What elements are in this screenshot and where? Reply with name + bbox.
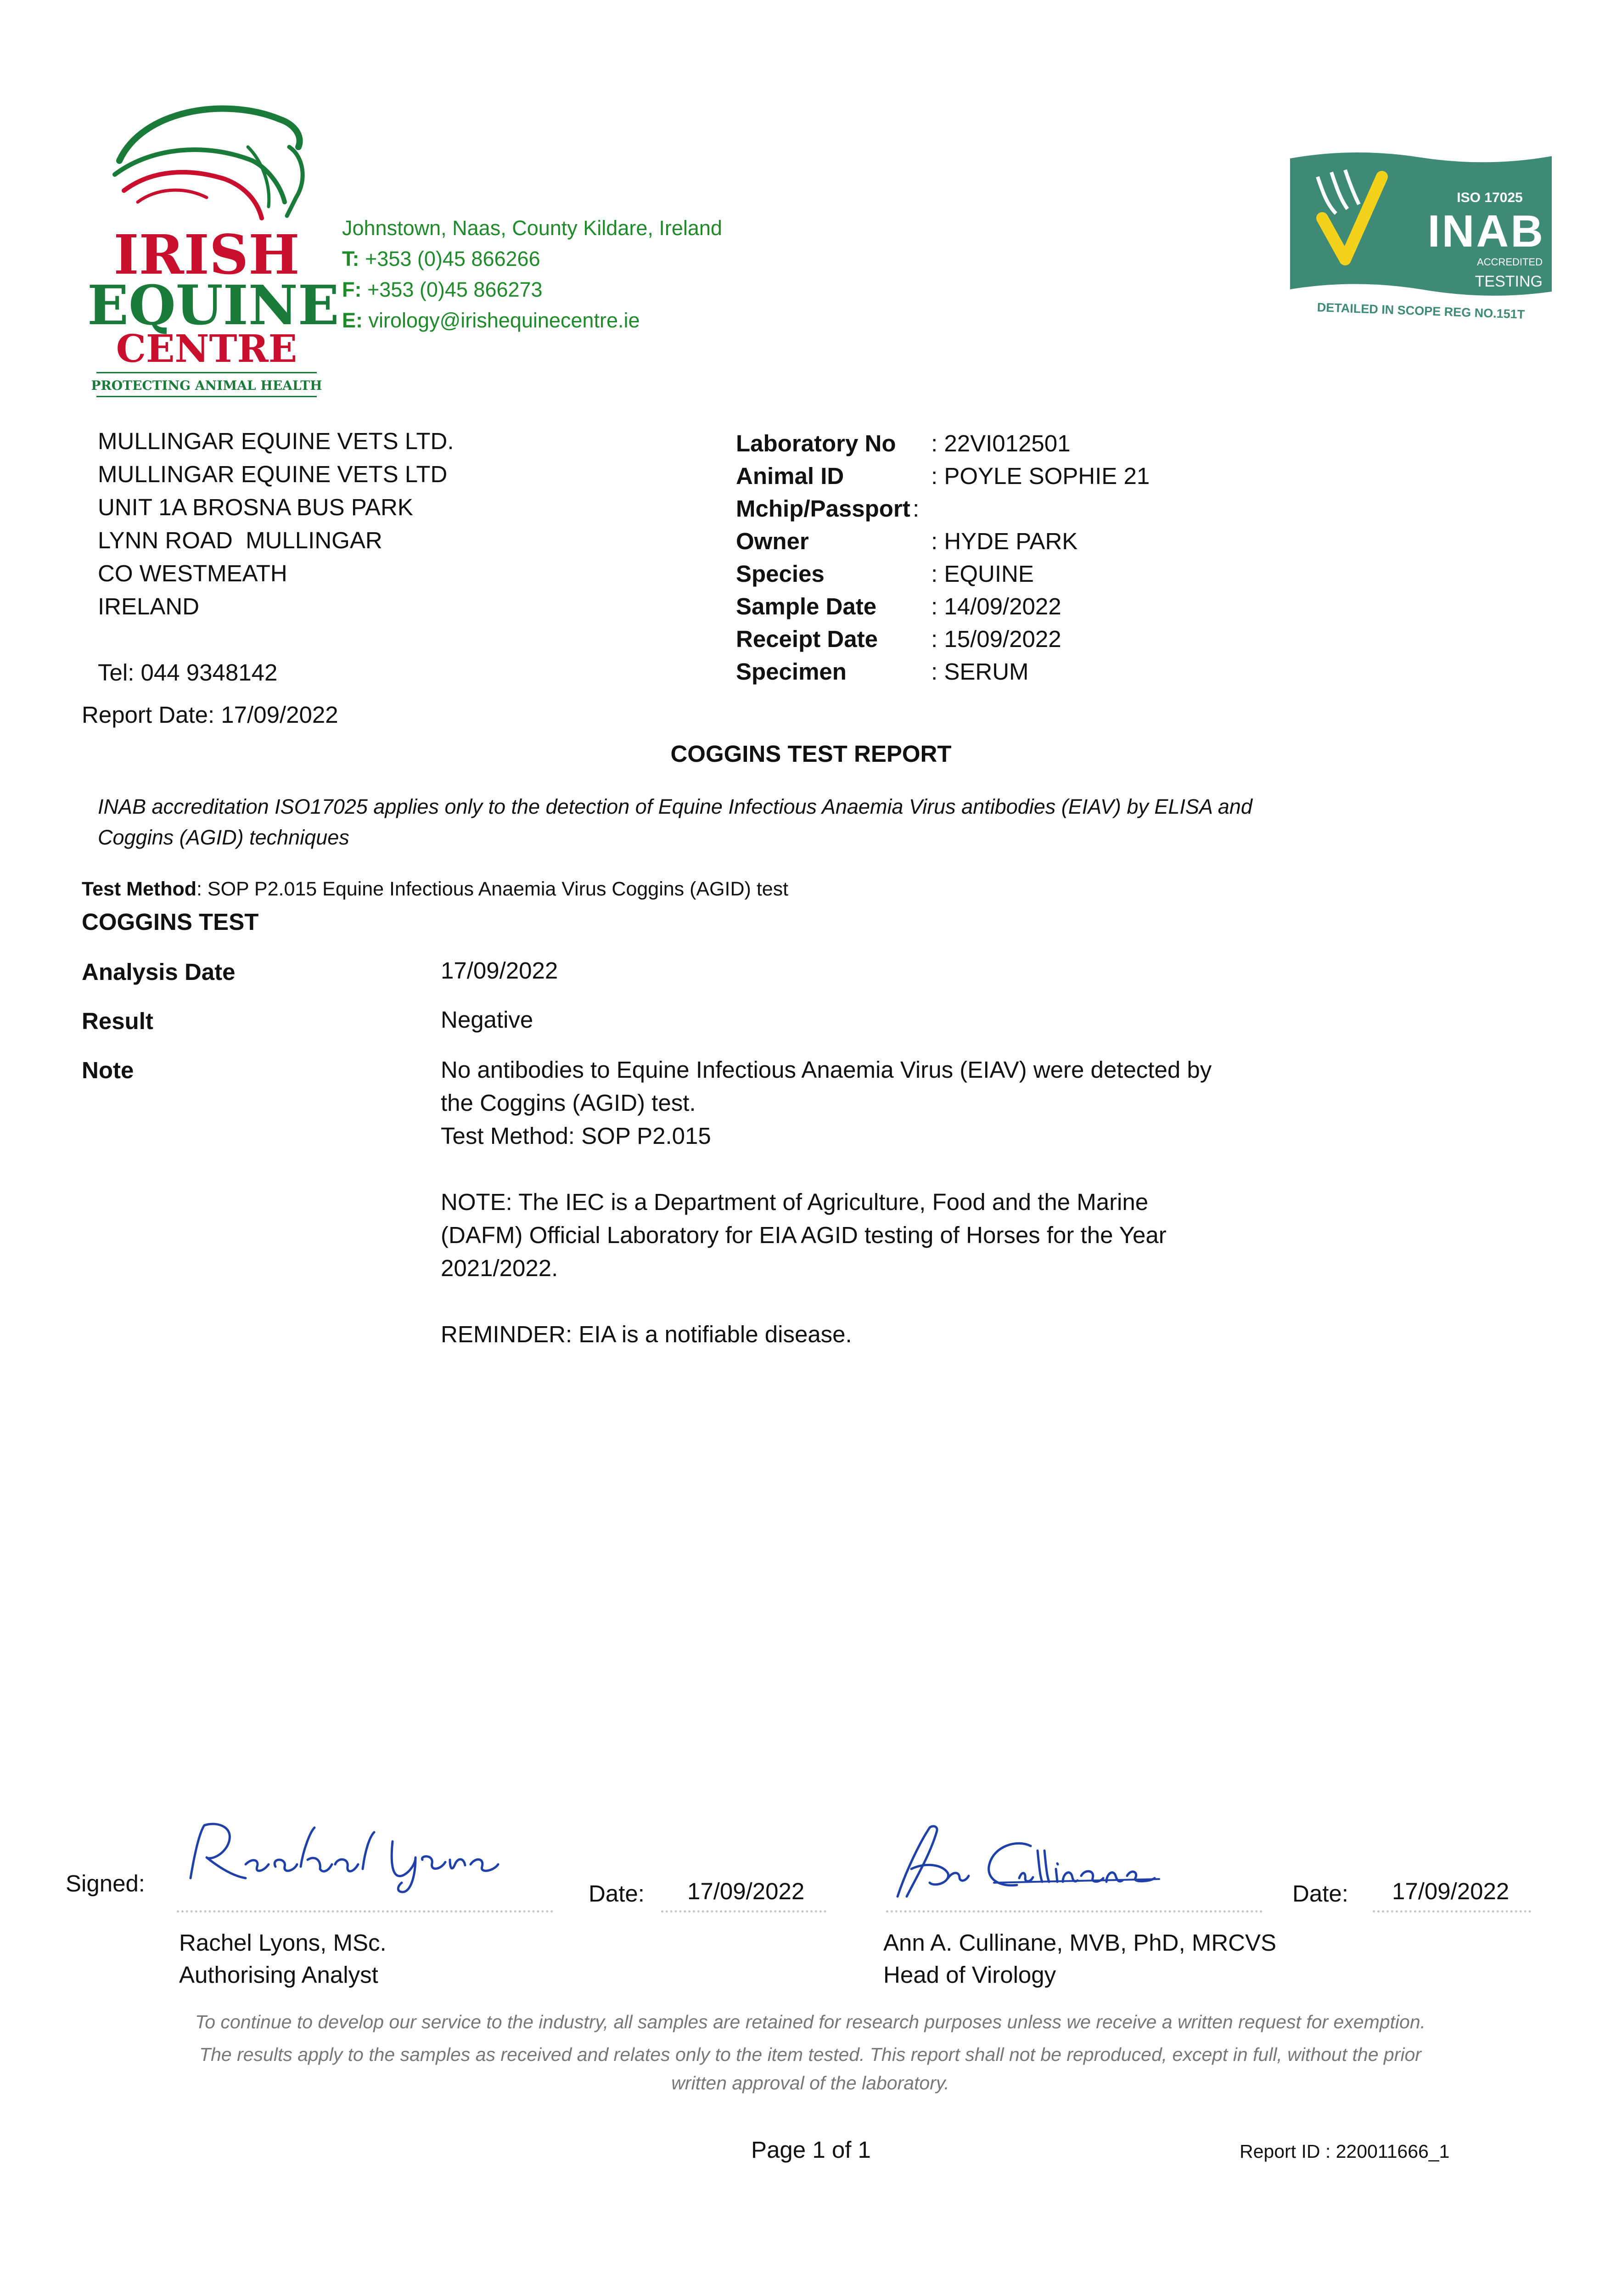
info-value-laboratory-no: : 22VI012501: [931, 430, 1071, 456]
signature-ann-cullinane: [879, 1814, 1201, 1906]
signer-left-name: Rachel Lyons, MSc.: [179, 1930, 387, 1956]
contact-block: [342, 214, 801, 337]
recipient-line: UNIT 1A BROSNA BUS PARK: [98, 494, 413, 520]
date-line-left: [661, 1910, 826, 1913]
info-label-specimen: Specimen: [736, 658, 847, 685]
logo-tagline: PROTECTING ANIMAL HEALTH: [91, 378, 322, 393]
logo-line-centre: CENTRE: [116, 327, 297, 371]
sample-info: [736, 427, 1379, 693]
info-label-animal-id: Animal ID: [736, 463, 844, 489]
report-date: Report Date: 17/09/2022: [82, 702, 338, 728]
note-line: 2021/2022.: [441, 1255, 558, 1281]
report-id: Report ID : 220011666_1: [1240, 2141, 1450, 2162]
note-line: No antibodies to Equine Infectious Anaemia Virus (EIAV) were detected by: [441, 1057, 1212, 1083]
horse-logo-icon: [87, 92, 326, 230]
info-label-species: Species: [736, 561, 825, 587]
recipient-tel: Tel: 044 9348142: [98, 659, 278, 686]
info-value-species: : EQUINE: [931, 561, 1034, 587]
date-line-right: [1373, 1910, 1531, 1913]
footer-disclaimer-2: written approval of the laboratory.: [671, 2072, 949, 2093]
accreditation-note-line: Coggins (AGID) techniques: [98, 826, 349, 849]
logo-tagline-rule: [96, 372, 317, 373]
signature-right-line: [886, 1910, 1263, 1913]
test-method-label: Test Method: [82, 878, 197, 900]
contact-phone-row: [342, 245, 801, 276]
signer-right-name: Ann A. Cullinane, MVB, PhD, MRCVS: [883, 1930, 1277, 1956]
signature-left-line: [177, 1910, 553, 1913]
contact-phone: +353 (0)45 866266: [365, 247, 540, 270]
recipient-line: MULLINGAR EQUINE VETS LTD.: [98, 428, 454, 454]
inab-scope: DETAILED IN SCOPE REG NO.151T: [1317, 300, 1525, 321]
info-label-mchip-passport: Mchip/Passport: [736, 495, 910, 522]
signer-left-role: Authorising Analyst: [179, 1962, 378, 1988]
info-value-sample-date: : 14/09/2022: [931, 593, 1061, 619]
note-line: NOTE: The IEC is a Department of Agriculture, Food and the Marine: [441, 1189, 1149, 1215]
note-line: (DAFM) Official Laboratory for EIA AGID testing of Horses for the Year: [441, 1222, 1167, 1248]
logo-tagline-rule-bottom: [96, 396, 317, 397]
inab-iso: ISO 17025: [1457, 190, 1523, 205]
contact-email: virology@irishequinecentre.ie: [368, 309, 640, 332]
signature-rachel-lyons: [177, 1814, 507, 1896]
contact-fax-row: [342, 276, 801, 306]
contact-phone-label: T:: [342, 247, 359, 270]
info-label-owner: Owner: [736, 528, 809, 554]
recipient-address: [98, 425, 649, 689]
note-label: Note: [82, 1057, 134, 1083]
signer-right-role: Head of Virology: [883, 1962, 1056, 1988]
note-line: REMINDER: EIA is a notifiable disease.: [441, 1321, 852, 1347]
page-number: Page 1 of 1: [751, 2137, 871, 2163]
logo-line-irish: IRISH: [113, 223, 300, 287]
contact-address: Johnstown, Naas, County Kildare, Ireland: [342, 216, 722, 240]
contact-fax-label: F:: [342, 278, 362, 301]
test-method-value: : SOP P2.015 Equine Infectious Anaemia Virus Coggins (AGID) test: [196, 878, 789, 900]
result-value: Negative: [441, 1007, 533, 1033]
info-value-mchip-passport: :: [913, 495, 920, 522]
recipient-line: LYNN ROAD MULLINGAR: [98, 527, 382, 553]
note-line: the Coggins (AGID) test.: [441, 1090, 696, 1116]
date-value-left: 17/09/2022: [687, 1878, 805, 1904]
contact-fax: +353 (0)45 866273: [367, 278, 543, 301]
inab-accredited: ACCREDITED: [1476, 256, 1543, 268]
date-label-left: Date:: [589, 1880, 645, 1907]
footer-retention: To continue to develop our service to the industry, all samples are retained for research purposes unless we receive a written request for exemption.: [195, 2011, 1426, 2032]
note-line: [441, 1285, 1497, 1318]
accreditation-note: [98, 791, 1521, 853]
inab-badge: [1290, 149, 1552, 328]
analysis-date-label: Analysis Date: [82, 959, 236, 985]
iec-logo: [87, 92, 339, 404]
date-value-right: 17/09/2022: [1392, 1878, 1510, 1904]
info-value-owner: : HYDE PARK: [931, 528, 1078, 554]
test-method: [82, 875, 788, 903]
note-text: [441, 1053, 1497, 1351]
signed-label: Signed:: [66, 1870, 145, 1896]
note-line: [441, 1153, 1497, 1186]
date-label-right: Date:: [1292, 1880, 1348, 1907]
result-label: Result: [82, 1008, 153, 1034]
info-label-laboratory-no: Laboratory No: [736, 430, 896, 456]
info-value-specimen: : SERUM: [931, 658, 1029, 685]
recipient-line: MULLINGAR EQUINE VETS LTD: [98, 461, 448, 487]
info-label-sample-date: Sample Date: [736, 593, 877, 619]
logo-line-equine: EQUINE: [87, 273, 339, 337]
contact-email-label: E:: [342, 309, 363, 332]
info-label-receipt-date: Receipt Date: [736, 626, 878, 652]
info-value-animal-id: : POYLE SOPHIE 21: [931, 463, 1150, 489]
footer-disclaimer-1: The results apply to the samples as received and relates only to the item tested. This report shall not be reproduced, except in full, without the prior: [199, 2044, 1421, 2065]
contact-email-row: [342, 306, 801, 337]
inab-testing: TESTING: [1475, 273, 1543, 290]
analysis-date-value: 17/09/2022: [441, 957, 558, 984]
accreditation-note-line: INAB accreditation ISO17025 applies only to the detection of Equine Infectious Anaemia Virus antibodies (EIAV) by ELISA and: [98, 795, 1252, 818]
recipient-line: IRELAND: [98, 593, 200, 619]
recipient-line: CO WESTMEATH: [98, 560, 287, 586]
report-title: COGGINS TEST REPORT: [670, 741, 952, 767]
inab-name: INAB: [1427, 206, 1545, 256]
info-value-receipt-date: : 15/09/2022: [931, 626, 1061, 652]
section-title: COGGINS TEST: [82, 909, 259, 935]
note-line: Test Method: SOP P2.015: [441, 1123, 711, 1149]
